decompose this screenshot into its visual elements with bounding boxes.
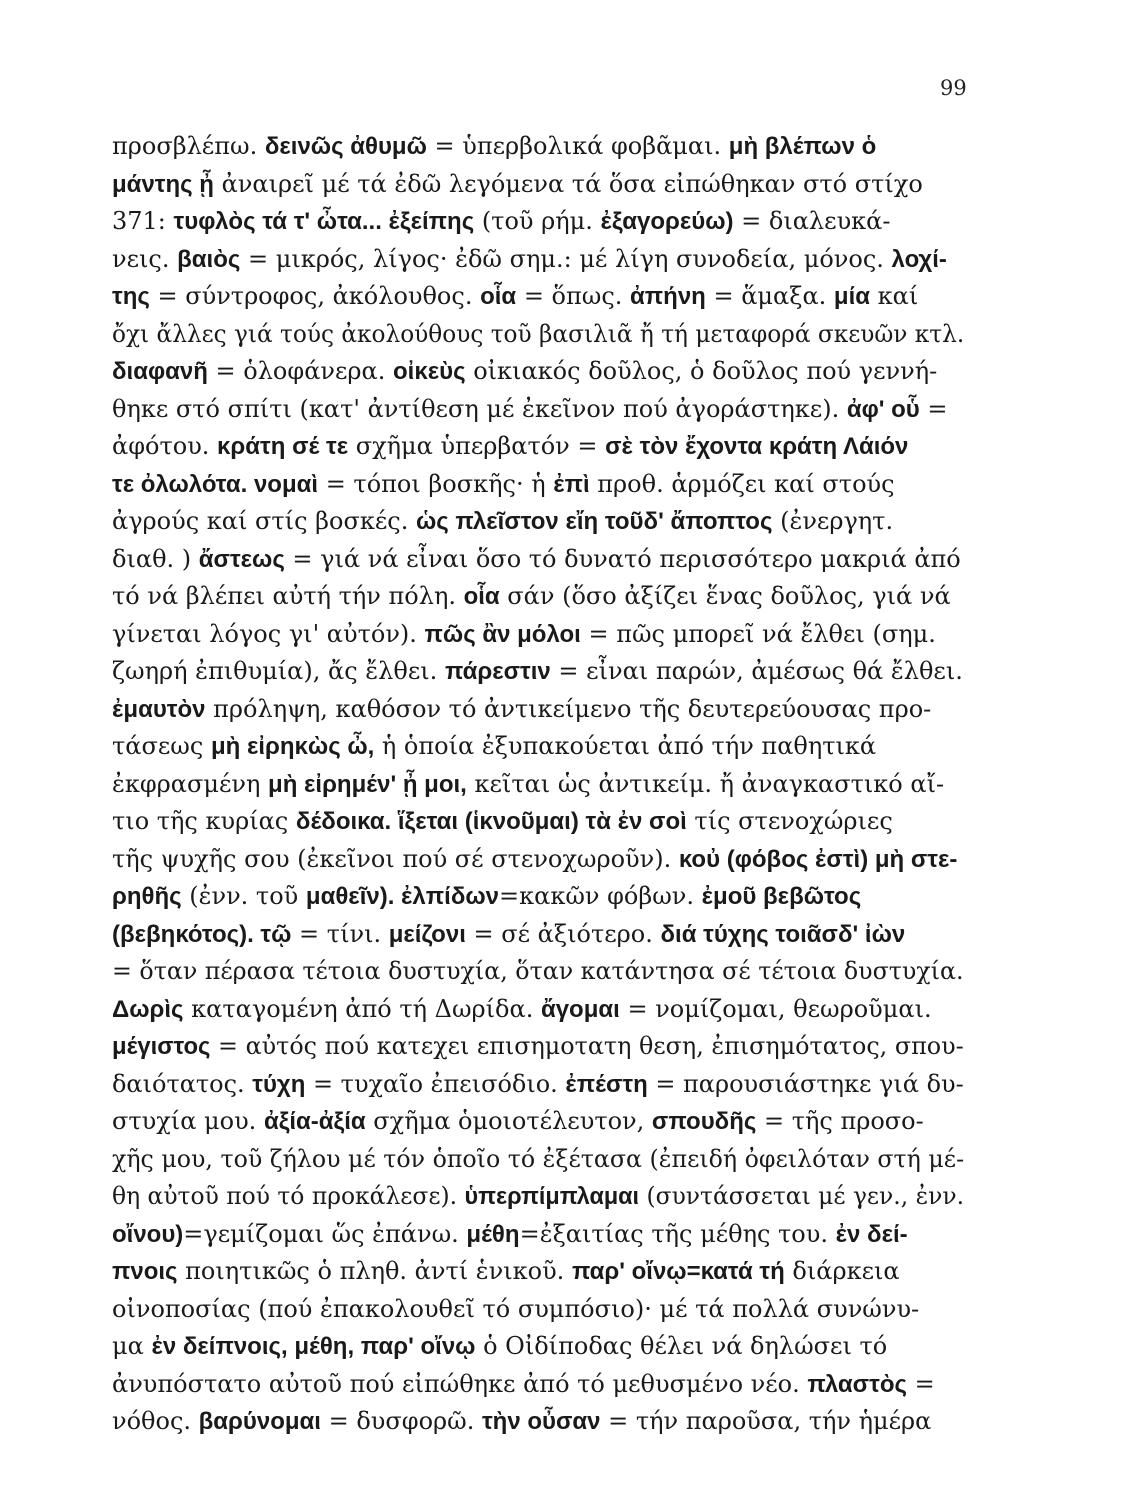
gloss-text: ποιητικῶς ὁ πληθ. ἀντί ἑνικοῦ.	[177, 1257, 572, 1285]
gloss-text: = μικρός, λίγος· ἐδῶ σημ.: μέ λίγη συνοδεία, μόνος.	[240, 244, 892, 273]
gloss-text: ἀφότου.	[112, 432, 218, 460]
text-line	[112, 1253, 964, 1291]
gloss-text: ἐκφρασμένη	[112, 769, 269, 798]
gloss-text: = γιά νά εἶναι ὅσο τό δυνατό περισσότερο μακριά ἀπό	[284, 544, 961, 573]
gloss-text: = σέ ἀξιότερο.	[465, 919, 661, 948]
gloss-text: χῆς μου, τοῦ ζήλου μέ τόν ὁποῖο τό ἐξέτασα (ἐπειδή ὀφειλόταν στή μέ-	[112, 1144, 965, 1173]
lemma-term: μὴ βλέπων ὁ	[728, 133, 877, 160]
lemma-term: ἐπέστη	[565, 1070, 648, 1098]
lemma-term: διά τύχης τοιᾶσδ' ἰὼν	[660, 920, 906, 948]
gloss-text: θηκε στό σπίτι (κατ' ἀντίθεση μέ ἐκεῖνον πού ἀγοράστηκε).	[112, 394, 847, 423]
gloss-text: οἰκιακός δοῦλος, ὁ δοῦλος πού γεννή-	[465, 357, 938, 385]
text-line	[112, 953, 964, 991]
text-line	[112, 1066, 963, 1104]
text-line	[112, 1291, 964, 1329]
gloss-text: καί	[870, 282, 919, 310]
gloss-text: = ὁλοφάνερα.	[207, 357, 393, 385]
gloss-text: = τόποι βοσκῆς· ἡ	[318, 469, 554, 498]
lemma-term: βαρύνομαι	[198, 1408, 321, 1435]
lemma-term: Δωρὶς	[112, 995, 184, 1023]
text-line	[112, 241, 964, 279]
gloss-text: =ἐξαιτίας τῆς μέθης του.	[519, 1219, 836, 1248]
page-number: 99	[940, 76, 967, 100]
gloss-text: δαιότατος.	[112, 1069, 253, 1098]
lemma-term: πνοις	[112, 1258, 178, 1285]
gloss-text: = αὐτός πού κατεχει επισημοτατη θεση, ἐπισημότατος, σπου-	[210, 1032, 964, 1060]
text-line	[112, 991, 964, 1029]
gloss-text: τό νά βλέπει αὐτή τήν πόλη.	[112, 582, 464, 610]
gloss-text: μα	[112, 1332, 152, 1360]
lemma-term: τύχη	[252, 1070, 306, 1098]
lemma-term: ἐν δείπνοις, μέθη, παρ' οἴνῳ	[151, 1333, 476, 1360]
text-line	[112, 616, 964, 654]
lemma-term: μείζονι	[388, 920, 466, 948]
text-line	[112, 1366, 964, 1404]
gloss-text: = ὑπερβολικά φοβᾶμαι.	[426, 132, 729, 160]
gloss-text: ὁ Οἰδίποδας θέλει νά δηλώσει τό	[475, 1332, 888, 1360]
gloss-text: = τυχαῖο ἐπεισόδιο.	[305, 1069, 566, 1098]
text-line	[112, 1216, 964, 1254]
lemma-term: ἄγομαι	[540, 995, 620, 1023]
gloss-text: = πῶς μπορεῖ νά ἔλθει (σημ.	[580, 619, 936, 648]
lemma-term: μάντης ᾖ	[112, 170, 214, 198]
gloss-text: =κακῶν φόβων.	[499, 882, 702, 910]
lemma-term: πῶς ἂν μόλοι	[424, 620, 581, 648]
gloss-text: νεις.	[112, 244, 178, 273]
gloss-text: ἀγρούς καί στίς βοσκές.	[112, 507, 416, 535]
lemma-term: διαφανῆ	[112, 358, 208, 385]
gloss-text: = εἶναι παρών, ἀμέσως θά ἔλθει.	[550, 657, 963, 685]
lemma-term: τυφλὸς τά τ' ὦτα... ἐξείπης	[173, 208, 475, 235]
gloss-text: = ὅταν πέρασα τέτοια δυστυχία, ὅταν κατάντησα σέ τέτοια δυστυχία.	[112, 957, 964, 985]
gloss-text: ἀνυπόστατο αὐτοῦ πού εἰπώθηκε ἀπό τό μεθυσμένο νέο.	[112, 1369, 808, 1398]
gloss-text: = ἅμαξα.	[705, 282, 834, 310]
lemma-term: σὲ τὸν ἔχοντα κράτη Λάιόν	[605, 433, 909, 460]
text-line	[112, 466, 964, 504]
gloss-text: στυχία μου.	[112, 1107, 264, 1135]
text-line	[112, 503, 964, 541]
text-line	[112, 541, 964, 579]
gloss-text: κεῖται ὡς ἀντικείμ. ἤ ἀναγκαστικό αἴ-	[466, 769, 945, 798]
text-line	[112, 841, 964, 879]
lemma-term: οἷα	[463, 583, 500, 610]
text-line	[112, 1403, 964, 1441]
lemma-term: οἴνου)	[112, 1220, 184, 1248]
gloss-text: σχῆμα ὑπερβατόν =	[348, 432, 606, 460]
lemma-term: ἐμοῦ βεβῶτος	[701, 883, 862, 910]
text-line	[112, 353, 964, 391]
text-line	[112, 1141, 965, 1179]
lemma-term: λοχί-	[891, 245, 947, 273]
gloss-text: ὄχι ἄλλες γιά τούς ἀκολούθους τοῦ βασιλιᾶ ἤ τή μεταφορά σκευῶν κτλ.	[112, 319, 965, 348]
text-line	[112, 1103, 964, 1141]
gloss-text: ἀναιρεῖ μέ τά ἐδῶ λεγόμενα τά ὅσα εἰπώθηκαν στό στίχο	[213, 169, 923, 198]
text-line	[112, 803, 964, 841]
gloss-text: πρόληψη, καθόσον τό ἀντικείμενο τῆς δευτερεύουσας προ-	[205, 694, 932, 723]
lemma-term: μέγιστος	[112, 1033, 211, 1060]
text-line	[112, 128, 964, 166]
lemma-term: μαθεῖν). ἐλπίδων	[305, 883, 499, 910]
lemma-term: ρηθῆς	[112, 883, 182, 910]
lemma-term: τὴν οὖσαν	[481, 1408, 601, 1435]
lemma-term: μία	[833, 283, 871, 310]
lemma-term: ἐν δεί-	[835, 1220, 908, 1248]
text-body	[112, 128, 964, 1441]
gloss-text: προθ. ἁρμόζει καί στούς	[589, 469, 895, 498]
lemma-term: βαιὸς	[177, 245, 241, 273]
text-line	[112, 878, 964, 916]
lemma-term: δέδοικα. ἵξεται (ἱκνοῦμαι) τὰ ἐν σοὶ	[295, 808, 687, 835]
lemma-term: πάρεστιν	[444, 658, 551, 685]
gloss-text: = νομίζομαι, θεωροῦμαι.	[619, 994, 932, 1023]
lemma-term: ἐπὶ	[553, 470, 590, 498]
gloss-text: = δυσφορῶ.	[320, 1407, 482, 1435]
text-line	[112, 578, 964, 616]
text-line	[112, 391, 964, 429]
lemma-term: ἀπήνη	[630, 283, 706, 310]
gloss-text: (τοῦ ρήμ.	[474, 207, 601, 235]
gloss-text: τῆς ψυχῆς σου (ἐκεῖνοι πού σέ στενοχωροῦν).	[112, 844, 679, 873]
lemma-term: της	[112, 283, 150, 310]
lemma-term: ὡς πλεῖστον εἴη τοῦδ' ἄποπτος	[416, 508, 773, 535]
lemma-term: οἰκεὺς	[393, 358, 466, 385]
gloss-text: = διαλευκά-	[733, 207, 891, 235]
lemma-term: οἷα	[480, 283, 517, 310]
gloss-text: (ἐνεργητ.	[772, 507, 894, 535]
lemma-term: παρ' οἴνῳ=κατά τή	[571, 1258, 785, 1285]
lemma-term: (βεβηκότος). τῷ	[112, 920, 292, 948]
lemma-term: κοὐ (φόβος ἐστὶ) μὴ στε-	[678, 845, 958, 873]
text-line	[112, 766, 964, 804]
gloss-text: ζωηρή ἐπιθυμία), ἄς ἔλθει.	[112, 657, 445, 685]
text-line	[112, 203, 964, 241]
text-line	[112, 1328, 964, 1366]
gloss-text: σχῆμα ὁμοιοτέλευτον,	[365, 1107, 652, 1135]
gloss-text: = ὅπως.	[516, 282, 631, 310]
lemma-term: πλαστὸς	[807, 1370, 907, 1398]
gloss-text: τάσεως	[112, 732, 211, 760]
text-line	[112, 278, 964, 316]
gloss-text: (συντάσσεται μέ γεν., ἐνν.	[639, 1182, 965, 1210]
lemma-term: ἀφ' οὗ	[846, 395, 920, 423]
gloss-text: διάρκεια	[784, 1257, 900, 1285]
gloss-text: (ἐνν. τοῦ	[181, 882, 306, 910]
text-line	[112, 691, 964, 729]
lemma-term: ἄστεως	[198, 545, 285, 573]
lemma-term: μὴ εἰρημέν' ᾖ μοι,	[268, 770, 467, 798]
gloss-text: σάν (ὅσο ἀξίζει ἕνας δοῦλος, γιά νά	[499, 582, 951, 610]
gloss-text: = παρουσιάστηκε γιά δυ-	[647, 1069, 964, 1098]
lemma-term: ἐμαυτὸν	[112, 695, 206, 723]
text-line	[112, 428, 964, 466]
gloss-text: = τίνι.	[291, 919, 389, 948]
text-line	[112, 653, 964, 691]
text-line	[112, 166, 964, 204]
lemma-term: τε ὀλωλότα. νομαὶ	[112, 470, 319, 498]
lemma-term: σπουδῆς	[651, 1108, 757, 1135]
gloss-text: =γεμίζομαι ὥς ἐπάνω.	[183, 1219, 467, 1248]
gloss-text: τίς στενοχώριες	[686, 807, 893, 835]
text-line	[112, 916, 964, 954]
lemma-term: ἐξαγορεύω)	[600, 208, 734, 235]
gloss-text: γίνεται λόγος γι' αὐτόν).	[112, 619, 425, 648]
gloss-text: = τήν παροῦσα, τήν ἡμέρα	[600, 1407, 932, 1435]
text-line	[112, 316, 965, 354]
lemma-term: κράτη σέ τε	[217, 433, 349, 460]
lemma-term: δεινῶς ἀθυμῶ	[264, 133, 427, 160]
gloss-text: 371:	[112, 207, 174, 235]
gloss-text: =	[919, 394, 948, 423]
gloss-text: =	[906, 1369, 935, 1398]
gloss-text: καταγομένη ἀπό τή Δωρίδα.	[183, 994, 541, 1023]
gloss-text: προσβλέπω.	[112, 132, 265, 160]
lemma-term: μὴ εἰρηκὼς ὦ,	[210, 733, 375, 760]
text-line	[112, 1178, 965, 1216]
text-line	[112, 728, 964, 766]
lemma-term: ὑπερπίμπλαμαι	[464, 1183, 640, 1210]
text-line	[112, 1028, 964, 1066]
gloss-text: διαθ. )	[112, 544, 199, 573]
gloss-text: θη αὐτοῦ πού τό προκάλεσε).	[112, 1182, 465, 1210]
gloss-text: = τῆς προσο-	[756, 1107, 924, 1135]
gloss-text: νόθος.	[112, 1407, 199, 1435]
lemma-term: ἀξία-ἀξία	[263, 1108, 366, 1135]
gloss-text: οἰνοποσίας (πού ἐπακολουθεῖ τό συμπόσιο)· μέ τά πολλά συνώνυ-	[112, 1294, 920, 1323]
gloss-text: = σύντροφος, ἀκόλουθος.	[149, 282, 481, 310]
gloss-text: ἡ ὁποία ἐξυπακούεται ἀπό τήν παθητικά	[374, 732, 877, 760]
lemma-term: μέθη	[466, 1220, 520, 1248]
gloss-text: τιο τῆς κυρίας	[112, 807, 296, 835]
